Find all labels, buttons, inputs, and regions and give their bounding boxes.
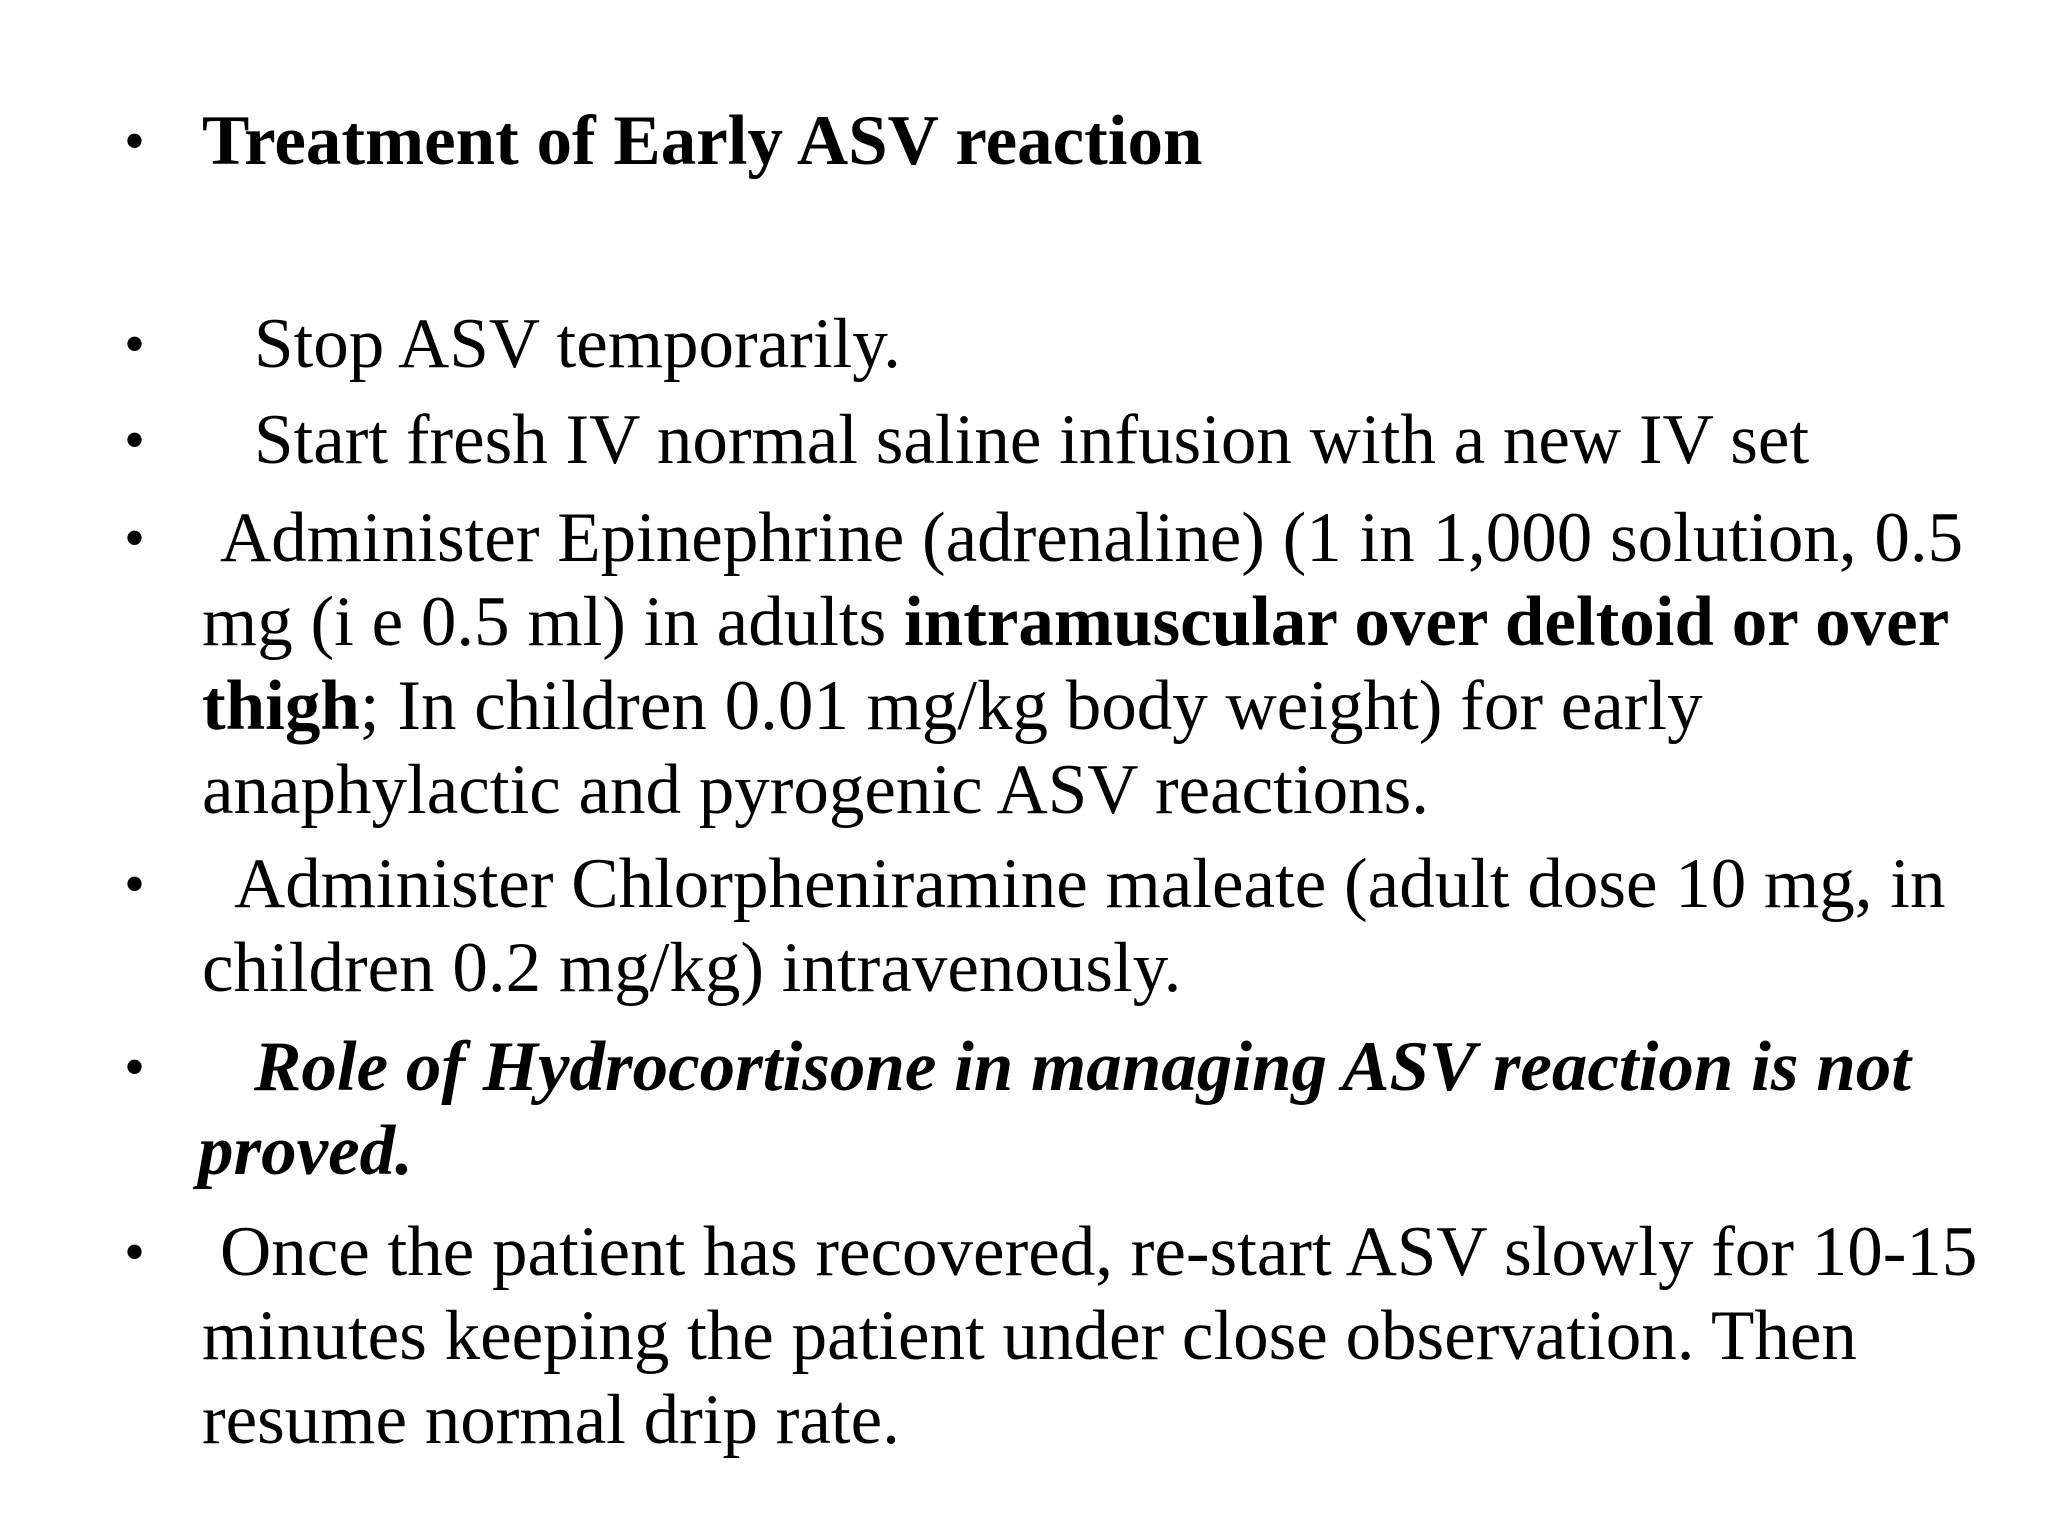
bullet-marker: • [124, 851, 146, 917]
bullet-marker: • [124, 108, 146, 174]
bullet-text [202, 496, 1982, 832]
emphasis-text: intramuscular over deltoid or over [904, 583, 1950, 661]
text-line: proved. [198, 1112, 413, 1190]
text-run: ; In children 0.01 mg/kg body weight) for early [359, 667, 1703, 745]
bullet-marker: • [124, 1219, 146, 1285]
text-line [202, 580, 1982, 664]
text-line: resume normal drip rate. [202, 1381, 900, 1459]
bullet-marker: • [124, 407, 146, 473]
text-line: children 0.2 mg/kg) intravenously. [202, 929, 1182, 1007]
bullet-marker: • [124, 311, 146, 377]
bullet-marker: • [124, 1034, 146, 1100]
bullet-text: Start fresh IV normal saline infusion with a new IV set [254, 401, 1810, 479]
bullet-text [202, 1210, 1982, 1462]
text-line [202, 664, 1982, 748]
text-line: Administer Epinephrine (adrenaline) (1 in 1,000 solution, 0.5 [220, 499, 1964, 577]
bullet-marker: • [124, 505, 146, 571]
bullet-text [198, 1025, 1978, 1193]
slide-heading: Treatment of Early ASV reaction [202, 102, 1203, 180]
text-line: minutes keeping the patient under close observation. Then [202, 1297, 1857, 1375]
text-line: Administer Chlorpheniramine maleate (adult dose 10 mg, in [234, 845, 1946, 923]
bullet-text [202, 842, 1982, 1010]
text-line: Once the patient has recovered, re-start ASV slowly for 10-15 [220, 1213, 1978, 1291]
bullet-text: Stop ASV temporarily. [254, 305, 901, 383]
emphasis-text: thigh [202, 667, 360, 745]
text-line: anaphylactic and pyrogenic ASV reactions. [202, 751, 1430, 829]
text-run: mg (i e 0.5 ml) in adults [202, 583, 905, 661]
text-line: Role of Hydrocortisone in managing ASV reaction is not [254, 1028, 1911, 1106]
